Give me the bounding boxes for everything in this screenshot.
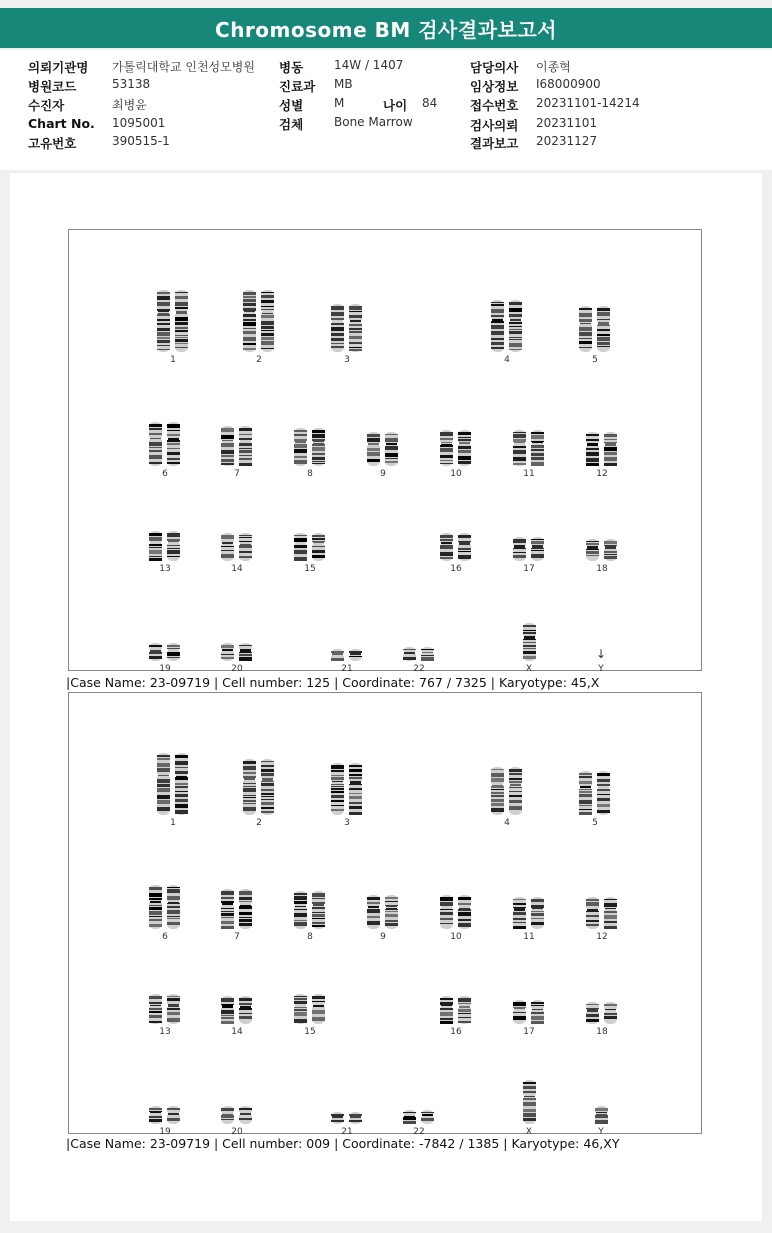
request-label: 검사의뢰 [470, 118, 519, 133]
chromosome-5-image [578, 771, 612, 815]
chromosome-label: Y [598, 1127, 604, 1137]
chromosome-6-image [148, 422, 182, 466]
chromosome-11 [499, 430, 559, 479]
chromosome-8-image [293, 891, 327, 929]
sex-value: M [334, 96, 345, 110]
chromosome-label: 11 [523, 469, 535, 479]
chromosome-label: 18 [596, 564, 608, 574]
chromosome-8 [280, 891, 340, 942]
chromosome-3 [317, 304, 377, 365]
chromosome-9 [353, 895, 413, 942]
chromosome-2 [229, 290, 289, 365]
chromosome-14-image [220, 533, 254, 561]
chromosome-label: 1 [170, 355, 176, 365]
chromosome-12 [572, 432, 632, 479]
chromosome-3-image [330, 763, 364, 815]
chromosome-13-image [148, 531, 182, 561]
chromosome-12-image [585, 432, 619, 466]
chromosome-label: 15 [304, 564, 316, 574]
patient-info-panel [0, 50, 772, 170]
chromosome-16-image [439, 533, 473, 561]
age-label: 나이 [383, 98, 408, 113]
chromosome-20-image [220, 643, 254, 661]
chromosome-6-image [148, 885, 182, 929]
chromosome-20 [207, 1106, 267, 1137]
chromosome-19-image [148, 643, 182, 661]
chromosome-18 [572, 539, 632, 574]
chromosome-label: 22 [413, 1127, 425, 1137]
receipt-value: 20231101-14214 [536, 96, 640, 110]
chromosome-12 [572, 897, 632, 942]
chromosome-5-image [578, 306, 612, 352]
karyogram-panel-1 [68, 229, 702, 674]
clinical-value: I68000900 [536, 77, 601, 91]
chromosome-20-image [220, 1106, 254, 1124]
specimen-value: Bone Marrow [334, 115, 413, 129]
chromosome-2-image [242, 759, 276, 815]
chromosome-1 [143, 753, 203, 828]
unique-value: 390515-1 [112, 134, 170, 148]
chromosome-label: 8 [307, 469, 313, 479]
chromosome-14-image [220, 996, 254, 1024]
chromosome-label: 4 [504, 818, 510, 828]
chromosome-20 [207, 643, 267, 674]
hospital-code-label: 병원코드 [28, 79, 77, 94]
chromosome-label: 9 [380, 469, 386, 479]
chromosome-19-image [148, 1106, 182, 1124]
chromosome-label: 2 [256, 818, 262, 828]
chromosome-label: 1 [170, 818, 176, 828]
missing-y-arrow-icon: ↓ [595, 647, 607, 661]
chromosome-13 [135, 531, 195, 574]
chromosome-9 [353, 432, 413, 479]
chromosome-22-image [402, 1110, 436, 1124]
age-value: 84 [422, 96, 438, 110]
chromosome-label: 19 [159, 664, 171, 674]
chromosome-label: X [525, 664, 533, 674]
chromosome-label: 20 [231, 664, 243, 674]
chromosome-10-image [439, 430, 473, 466]
chart-value: 1095001 [112, 116, 166, 130]
chromosome-17 [499, 537, 559, 574]
receipt-label: 접수번호 [470, 98, 519, 113]
chromosome-22-image [402, 647, 436, 661]
chromosome-label: 17 [523, 564, 535, 574]
chromosome-label: 21 [341, 664, 353, 674]
chromosome-14 [207, 996, 267, 1037]
chromosome-label: 16 [450, 564, 462, 574]
chromosome-15-image [293, 533, 327, 561]
karyogram-panel-2 [68, 692, 702, 1137]
chromosome-label: 19 [159, 1127, 171, 1137]
chromosome-15 [280, 533, 340, 574]
chromosome-label: 7 [234, 469, 240, 479]
doctor-value: 이종혁 [536, 60, 571, 74]
chromosome-4 [477, 767, 537, 828]
chromosome-15 [280, 994, 340, 1037]
chromosome-13-image [148, 994, 182, 1024]
report-title: Chromosome BM 검사결과보고서 [0, 8, 772, 48]
chromosome-label: 14 [231, 1027, 243, 1037]
chromosome-label: 16 [450, 1027, 462, 1037]
chromosome-label: 15 [304, 1027, 316, 1037]
chromosome-X [499, 1080, 559, 1137]
ward-label: 병동 [279, 60, 304, 75]
chromosome-6 [135, 422, 195, 479]
chromosome-4-image [490, 300, 524, 352]
chromosome-10 [426, 895, 486, 942]
chromosome-label: 5 [592, 355, 598, 365]
institution-label: 의뢰기관명 [28, 60, 89, 75]
chromosome-15-image [293, 994, 327, 1024]
chromosome-14 [207, 533, 267, 574]
chromosome-21-image [330, 1112, 364, 1124]
chromosome-10 [426, 430, 486, 479]
chromosome-label: 3 [344, 355, 350, 365]
patient-value: 최병윤 [112, 98, 147, 112]
chromosome-18-image [585, 1002, 619, 1024]
chromosome-11-image [512, 897, 546, 929]
karyogram-caption-2: |Case Name: 23-09719 | Cell number: 009 | Coordinate: -7842 / 1385 | Karyotype: 46,XY [66, 1136, 620, 1151]
chromosome-label: 9 [380, 932, 386, 942]
chromosome-5 [565, 771, 625, 828]
patient-label: 수진자 [28, 98, 65, 113]
chromosome-X-image [522, 623, 536, 661]
chromosome-16 [426, 996, 486, 1037]
chromosome-label: 14 [231, 564, 243, 574]
chromosome-17 [499, 1000, 559, 1037]
institution-value: 가톨릭대학교 인천성모병원 [112, 60, 255, 74]
report-label: 결과보고 [470, 136, 519, 151]
chromosome-13 [135, 994, 195, 1037]
specimen-label: 검체 [279, 117, 304, 132]
chromosome-7 [207, 426, 267, 479]
chromosome-label: 3 [344, 818, 350, 828]
chromosome-9-image [366, 432, 400, 466]
chromosome-label: 6 [162, 469, 168, 479]
chromosome-4 [477, 300, 537, 365]
chromosome-label: 13 [159, 564, 171, 574]
chromosome-1 [143, 290, 203, 365]
chromosome-label: 13 [159, 1027, 171, 1037]
chromosome-Y-image [594, 1106, 608, 1124]
chromosome-label: 22 [413, 664, 425, 674]
chromosome-9-image [366, 895, 400, 929]
chromosome-19 [135, 1106, 195, 1137]
chromosome-8 [280, 428, 340, 479]
unique-label: 고유번호 [28, 136, 77, 151]
dept-value: MB [334, 77, 353, 91]
chromosome-17-image [512, 1000, 546, 1024]
chromosome-label: Y [598, 664, 604, 674]
chromosome-label: 5 [592, 818, 598, 828]
sex-label: 성별 [279, 98, 304, 113]
clinical-label: 임상정보 [470, 79, 519, 94]
chromosome-19 [135, 643, 195, 674]
chromosome-10-image [439, 895, 473, 929]
chromosome-4-image [490, 767, 524, 815]
chromosome-17-image [512, 537, 546, 561]
chromosome-label: 4 [504, 355, 510, 365]
chromosome-21 [317, 649, 377, 674]
karyogram-caption-1: |Case Name: 23-09719 | Cell number: 125 | Coordinate: 767 / 7325 | Karyotype: 45,X [66, 675, 600, 690]
chromosome-3-image [330, 304, 364, 352]
chromosome-7-image [220, 426, 254, 466]
chromosome-21-image [330, 649, 364, 661]
chromosome-label: 12 [596, 469, 608, 479]
report-page [10, 173, 762, 1221]
chromosome-label: X [525, 1127, 533, 1137]
chromosome-3 [317, 763, 377, 828]
chromosome-2 [229, 759, 289, 828]
chromosome-18-image [585, 539, 619, 561]
chromosome-11 [499, 897, 559, 942]
chromosome-22 [389, 647, 449, 674]
report-value: 20231127 [536, 134, 598, 148]
chromosome-16-image [439, 996, 473, 1024]
chromosome-label: 17 [523, 1027, 535, 1037]
chromosome-label: 6 [162, 932, 168, 942]
chromosome-12-image [585, 897, 619, 929]
chromosome-label: 18 [596, 1027, 608, 1037]
chromosome-label: 2 [256, 355, 262, 365]
chromosome-Y [571, 647, 631, 674]
chromosome-X-image [522, 1080, 536, 1124]
chromosome-label: 12 [596, 932, 608, 942]
chart-label: Chart No. [28, 116, 95, 131]
chromosome-22 [389, 1110, 449, 1137]
doctor-label: 담당의사 [470, 60, 519, 75]
chromosome-label: 20 [231, 1127, 243, 1137]
chromosome-7 [207, 889, 267, 942]
chromosome-16 [426, 533, 486, 574]
chromosome-2-image [242, 290, 276, 352]
chromosome-1-image [156, 290, 190, 352]
hospital-code-value: 53138 [112, 77, 151, 91]
request-value: 20231101 [536, 116, 598, 130]
chromosome-label: 7 [234, 932, 240, 942]
chromosome-label: 8 [307, 932, 313, 942]
chromosome-5 [565, 306, 625, 365]
chromosome-1-image [156, 753, 190, 815]
chromosome-label: 10 [450, 932, 462, 942]
chromosome-21 [317, 1112, 377, 1137]
chromosome-Y [571, 1106, 631, 1137]
ward-value: 14W / 1407 [334, 58, 404, 72]
chromosome-label: 10 [450, 469, 462, 479]
chromosome-8-image [293, 428, 327, 466]
chromosome-label: 21 [341, 1127, 353, 1137]
chromosome-X [499, 623, 559, 674]
chromosome-6 [135, 885, 195, 942]
dept-label: 진료과 [279, 79, 316, 94]
chromosome-label: 11 [523, 932, 535, 942]
chromosome-7-image [220, 889, 254, 929]
chromosome-18 [572, 1002, 632, 1037]
chromosome-11-image [512, 430, 546, 466]
